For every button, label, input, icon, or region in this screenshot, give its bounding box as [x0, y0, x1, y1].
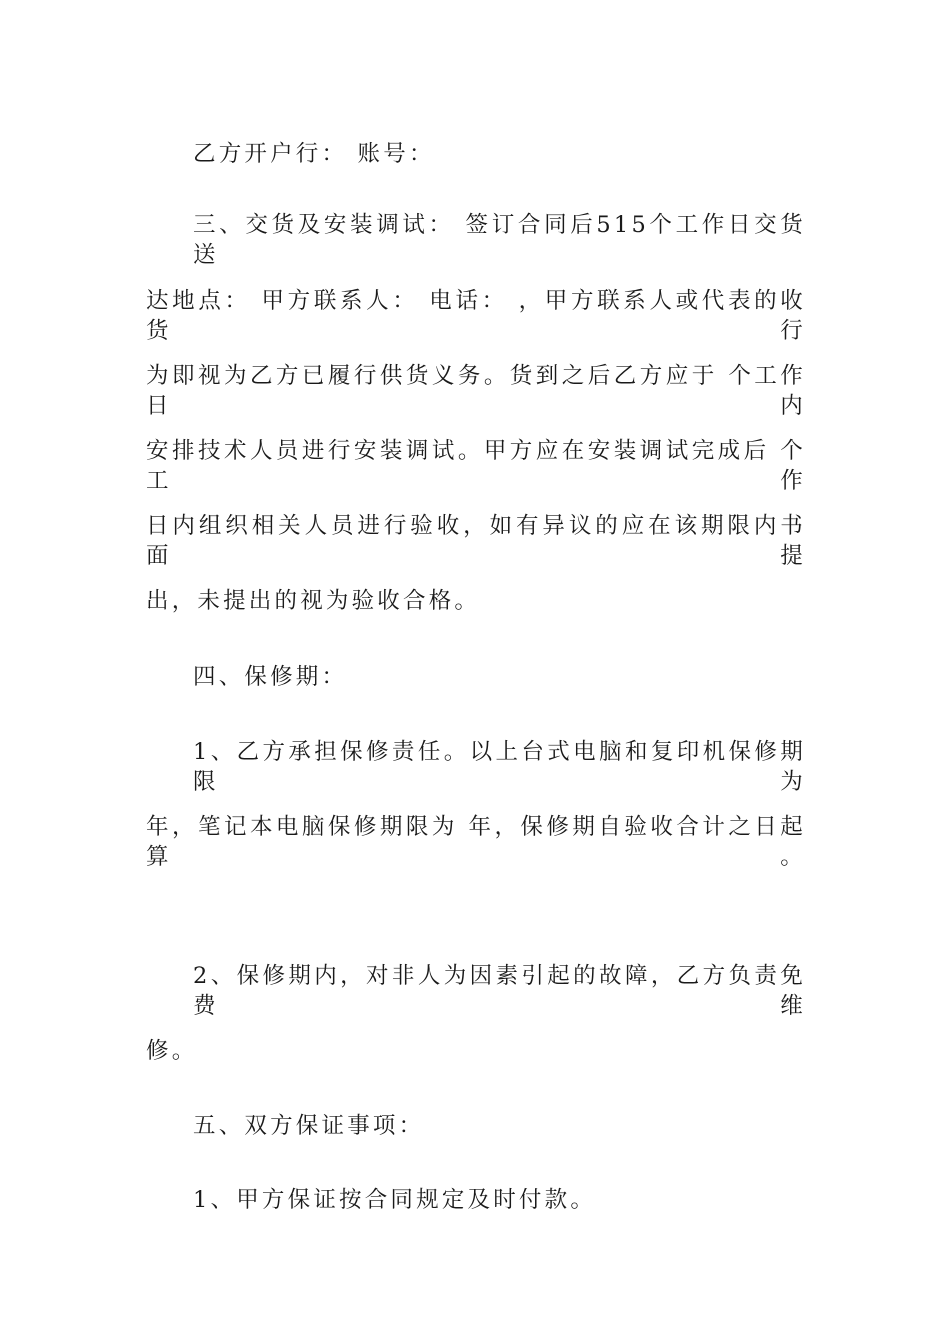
warranty-item-2-line-1: 2、保修期内，对非人为因素引起的故障，乙方负责免费维: [193, 963, 806, 1019]
delivery-text-line-6: 出，未提出的视为验收合格。: [146, 588, 481, 614]
warranty-item-1-line-1: 1、乙方承担保修责任。以上台式电脑和复印机保修期限为: [193, 739, 806, 795]
delivery-text-line-5: 日内组织相关人员进行验收，如有异议的应在该期限内书面提: [146, 513, 806, 569]
delivery-text-line-3: 为即视为乙方已履行供货义务。货到之后乙方应于 个工作日内: [146, 363, 806, 419]
bank-account-line: 乙方开户行： 账号：: [193, 141, 435, 167]
delivery-heading-line: 三、交货及安装调试： 签订合同后515个工作日交货 送: [193, 212, 806, 268]
guarantee-item-1: 1、甲方保证按合同规定及时付款。: [193, 1187, 597, 1213]
warranty-item-1-line-2: 年，笔记本电脑保修期限为 年，保修期自验收合计之日起算。: [146, 814, 806, 870]
guarantee-heading: 五、双方保证事项：: [193, 1113, 425, 1139]
delivery-text-line-2: 达地点： 甲方联系人： 电话： ，甲方联系人或代表的收货行: [146, 288, 806, 344]
delivery-text-line-4: 安排技术人员进行安装调试。甲方应在安装调试完成后 个工作: [146, 438, 806, 494]
warranty-item-2-line-2: 修。: [146, 1038, 198, 1064]
warranty-heading: 四、保修期：: [193, 664, 348, 690]
